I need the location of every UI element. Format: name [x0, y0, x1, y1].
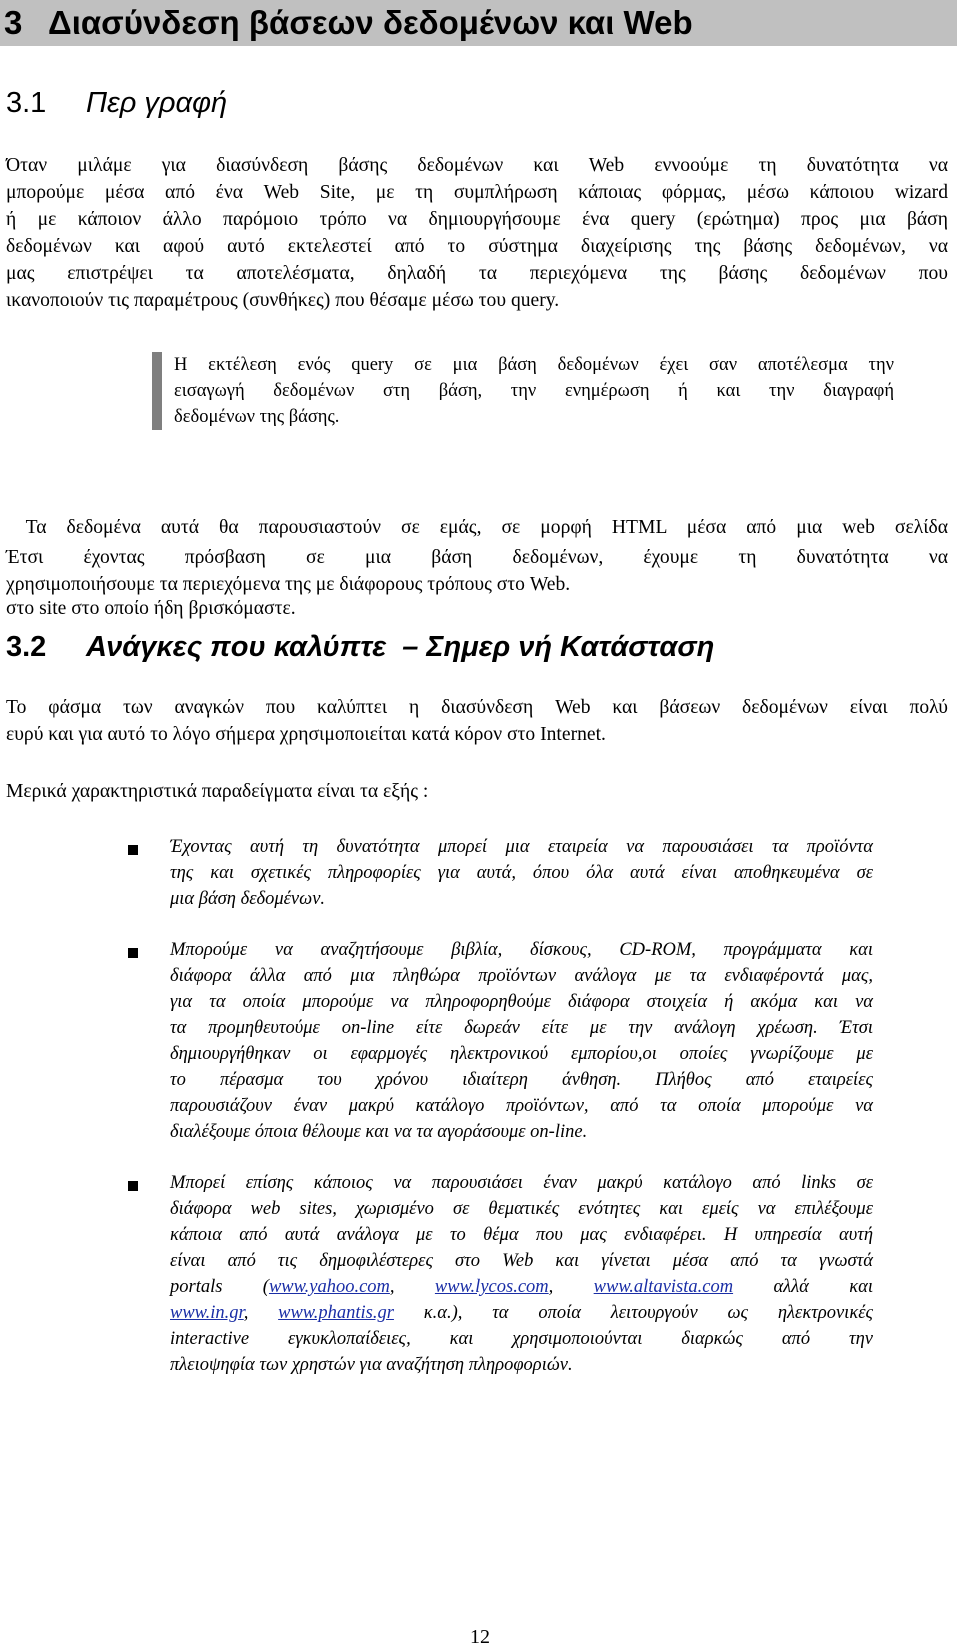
- bullet-marker-1: [128, 845, 138, 855]
- chapter-title: Διασύνδεση βάσεων δεδομένων και Web: [48, 4, 693, 41]
- bullet-marker-3: [128, 1181, 138, 1191]
- chapter-number: 3: [4, 4, 23, 41]
- link-lycos[interactable]: www.lycos.com: [434, 1277, 549, 1297]
- chapter-heading: [0, 0, 957, 46]
- bullet-item-1: Έχοντας αυτή τη δυνατότητα μπορεί μια εταιρεία να παρουσιάσει τα προϊόντα της και σχετικές πληροφορίες για αυτά, όπου όλα αυτά είναι αποθηκευμένα σε μια βάση δεδομένων.: [170, 837, 873, 909]
- section-3-1-paragraph-2: Τα δεδομένα αυτά θα παρουσιαστούν σε εμάς, σε μορφή HTML μέσα από μια web σελίδα στο site στο οποίο ήδη βρισκόμαστε.: [6, 517, 948, 619]
- quote-block: Η εκτέλεση ενός query σε μια βάση δεδομένων έχει σαν αποτέλεσμα την εισαγωγή δεδομένων στη βάση, την ενημέρωση ή και την διαγραφή δεδομένων της βάσης.: [152, 352, 894, 430]
- link-phantis[interactable]: www.phantis.gr: [278, 1303, 394, 1323]
- section-3-1-paragraph-1: Όταν μιλάμε για διασύνδεση βάσης δεδομένων και Web εννοούμε τη δυνατότητα να μπορούμε μέσα από ένα Web Site, με τη συμπλήρωση κάποιας φόρμας, μέσω κάποιου wizard ή με κάποιον άλλο παρόμοιο τρόπο να δημιουργήσουμε ένα query (ερώτημα) προς μια βάση δεδομένων και αφού αυτό εκτελεστεί από το σύστημα διαχείρισης της βάσης δεδομένων, να μας επιστρέψει τα αποτελέσματα, δηλαδή τα περιεχόμενα της βάσης δεδομένων που ικανοποιούν τις παραμέτρους (συνθήκες) που θέσαμε μέσω του query.: [6, 155, 948, 311]
- section-3-2-paragraph-2: Μερικά χαρακτηριστικά παραδείγματα είναι τα εξής :: [6, 781, 429, 802]
- section-3-2-title: Ανάγκες που καλύπτε – Σημερ νή Κατάσταση: [86, 631, 715, 663]
- link-ingr[interactable]: www.in.gr: [170, 1303, 244, 1323]
- bullet-item-2: Μπορούμε να αναζητήσουμε βιβλία, δίσκους, CD-ROM, προγράμματα και διάφορα άλλα από μια πληθώρα προϊόντων ανάλογα με τα ενδιαφέροντά μας, για τα οποία μπορούμε να πληροφορηθούμε διάφορα στοιχεία ή ακόμα και να τα προμηθευτούμε on-line είτε δωρεάν είτε με την ανάλογη χρέωση. Έτσι δημιουργήθηκαν οι εφαρμογές ηλεκτρονικού εμπορίου,οι οποίες γνωρίζουμε με το πέρασμα του χρόνου ιδιαίτερη άνθηση. Πλήθος από εταιρείες παρουσιάζουν έναν μακρύ κατάλογο προϊόντων, από τα οποία μπορούμε να διαλέξουμε όποια θέλουμε και να τα αγοράσουμε on-line.: [170, 940, 873, 1142]
- bullet-marker-2: [128, 948, 138, 958]
- section-3-1-number: 3.1: [6, 87, 47, 119]
- link-altavista[interactable]: www.altavista.com: [593, 1277, 734, 1297]
- page-number: 12: [470, 1626, 490, 1648]
- section-3-1-paragraph-3: Έτσι έχοντας πρόσβαση σε μια βάση δεδομένων, έχουμε τη δυνατότητα να χρησιμοποιήσουμε τα περιεχόμενα της με διάφορους τρόπους στο Web.: [6, 547, 948, 595]
- section-3-2-paragraph-1: Το φάσμα των αναγκών που καλύπτει η διασύνδεση Web και βάσεων δεδομένων είναι πολύ ευρύ και για αυτό το λόγο σήμερα χρησιμοποιείται κατά κόρον στο Internet.: [6, 697, 948, 745]
- section-3-2-number: 3.2: [6, 631, 47, 663]
- bullet-item-3: Μπορεί επίσης κάποιος να παρουσιάσει έναν μακρύ κατάλογο από links σε διάφορα web sites, χωρισμένο σε θεματικές ενότητες και εμείς να επιλέξουμε κάποια από αυτά ανάλογα με το θέμα που μας ενδιαφέρει. Η υπηρεσία αυτή είναι από τις δημοφιλέστερες στο Web και γίνεται μέσα από τα γνωστά portals (www.yahoo.com, www.lycos.com, www.altavista.com αλλά και www.in.gr, www.phantis.gr κ.α.), τα οποία λειτουργούν ως ηλεκτρονικές interactive εγκυκλοπαίδειες, και χρησιμοποιούνται διαρκώς από την πλειοψηφία των χρηστών για αναζήτηση πληροφοριών.: [170, 1173, 873, 1375]
- section-3-1-title: Περ γραφή: [86, 87, 228, 119]
- link-yahoo[interactable]: www.yahoo.com: [268, 1277, 390, 1297]
